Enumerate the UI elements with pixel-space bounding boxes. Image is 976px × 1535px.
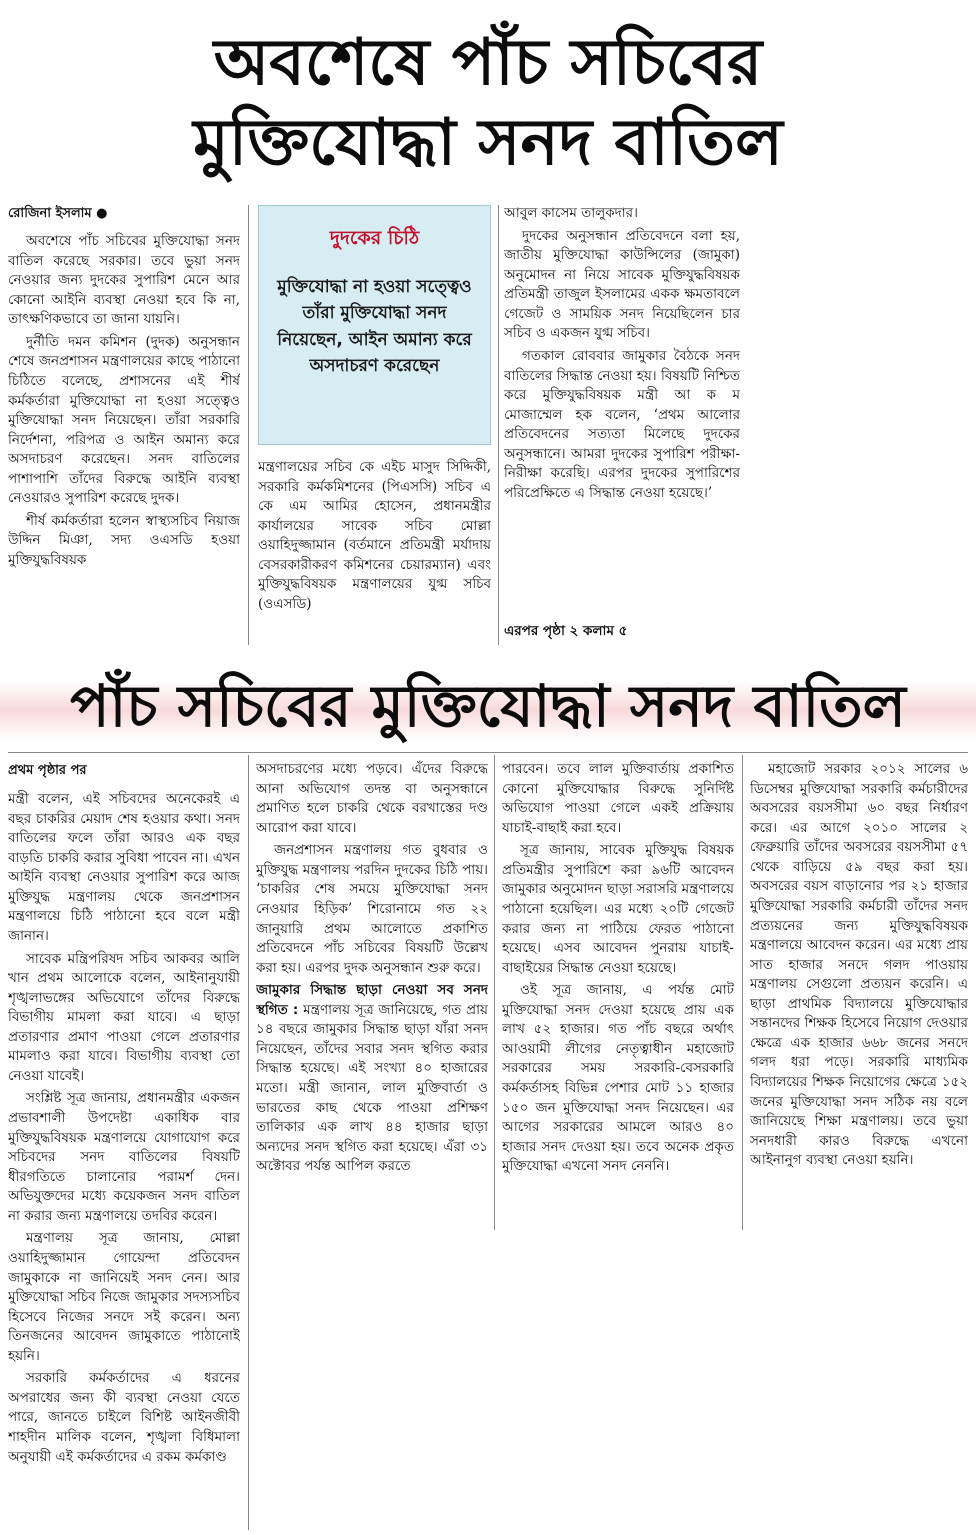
article-top-column-1 <box>8 232 240 642</box>
quote-box-text: মুক্তিযোদ্ধা না হওয়া সত্ত্বেও তাঁরা মুক্তিযোদ্ধা সনদ নিয়েছেন, আইন অমান্য করে অসদাচরণ করেছেন <box>277 277 472 377</box>
paragraph: মহাজোট সরকার ২০১২ সালের ৬ ডিসেম্বর মুক্তিযোদ্ধা সরকারি কর্মচারীদের অবসরের বয়সসীমা ৬০ বছর নির্ধারণ করে। এর আগে ২০১০ সালের ২ ফেব্রুয়ারি তাঁদের অবসরের বয়সসীমা ৫৭ থেকে বাড়িয়ে ৫৯ বছর করা হয়। অবসরের বয়স বাড়ানোর পর ২১ হাজার মুক্তিযোদ্ধা সরকারি কর্মচারী তাঁদের সনদ প্রত্যয়নের জন্য মুক্তিযুদ্ধবিষয়ক মন্ত্রণালয়ে আবেদন করেন। এর মধ্যে প্রায় সাত হাজার সনদে গলদ পাওয়ায় মন্ত্রণালয় সেগুলো প্রত্যয়ন করেনি। এ ছাড়া প্রাথমিক বিদ্যালয়ে মুক্তিযোদ্ধার সন্তানদের শিক্ষক হিসেবে নিয়োগ দেওয়ার ক্ষেত্রে এক হাজার ৬৬৮ জনের সনদে গলদ ধরা পড়ে। সরকারি মাধ্যমিক বিদ্যালয়ের শিক্ষক নিয়োগের ক্ষেত্রে ১৫২ জনের মুক্তিযোদ্ধা সনদ সঠিক নয় বলে জানিয়েছে শিক্ষা মন্ত্রণালয়। তবে ভুয়া সনদধারী কারও বিরুদ্ধে এখনো আইনানুগ ব্যবস্থা নেওয়া হয়নি। <box>750 761 968 1169</box>
article-bottom-column-3 <box>502 760 734 1230</box>
paragraph: দুদকের অনুসন্ধান প্রতিবেদনে বলা হয়, জাতীয় মুক্তিযোদ্ধা কাউন্সিলের (জামুকা) অনুমোদন না নিয়ে সাবেক মুক্তিযুদ্ধবিষয়ক প্রতিমন্ত্রী তাজুল ইসলামের একক ক্ষমতাবলে গেজেট ও সাময়িক সনদ নিয়েছিলেন চার সচিব ও একজন যুগ্ম সচিব। <box>504 227 740 342</box>
article-top-column-2 <box>258 458 491 642</box>
paragraph: অবশেষে পাঁচ সচিবের মুক্তিযোদ্ধা সনদ বাতিল করেছে সরকার। তবে ভুয়া সনদ নেওয়ার জন্য দুদকের সুপারিশ মেনে আর কোনো আইনি ব্যবস্থা নেওয়া হবে কি না, তাৎক্ষণিকভাবে তা জানা যায়নি। <box>8 233 240 328</box>
headline-bottom: পাঁচ সচিবের মুক্তিযোদ্ধা সনদ বাতিল <box>70 672 906 740</box>
paragraph: মন্ত্রণালয় সূত্র জানিয়েছে, গত প্রায় ১৪ বছরে জামুকার সিদ্ধান্ত ছাড়া যাঁরা সনদ নিয়েছেন, তাঁদের সবার সনদ স্থগিত করার সিদ্ধান্ত হয়েছে। এই সংখ্যা ৪০ হাজারের মতো। মন্ত্রী জানান, লাল মুক্তিবার্তা ও ভারতের কাছ থেকে পাওয়া প্রশিক্ষণ তালিকার এক লাখ ৪৪ হাজার ছাড়া অন্যদের সনদ স্থগিত করা হয়েছে। এঁরা ৩১ অক্টোবর পর্যন্ত আপিল করতে <box>256 1001 488 1175</box>
paragraph: সাবেক মন্ত্রিপরিষদ সচিব আকবর আলি খান প্রথম আলোকে বলেন, আইনানুযায়ী শৃঙ্খলাভঙ্গের অভিযোগে তাঁদের বিরুদ্ধে বিভাগীয় মামলা করা যাবে। এ ছাড়া প্রতারণার প্রমাণ পাওয়া গেলে প্রতারণার মামলাও করা যাবে। বিভাগীয় ব্যবস্থা তো নেওয়া যাবেই। <box>8 950 240 1084</box>
column-rule <box>498 205 499 645</box>
paragraph: জনপ্রশাসন মন্ত্রণালয় গত বুধবার ও মুক্তিযুদ্ধ মন্ত্রণালয় পরদিন দুদকের চিঠি পায়। ‘চাকরির শেষ সময়ে মুক্তিযোদ্ধা সনদ নেওয়ার হিড়িক’ শিরোনামে গত ২২ জানুয়ারি প্রথম আলোতে প্রকাশিত প্রতিবেদনে পাঁচ সচিবের বিষয়টি উল্লেখ করা হয়। এরপর দুদক অনুসন্ধান শুরু করে। <box>256 842 488 976</box>
paragraph: মন্ত্রী বলেন, এই সচিবদের অনেকেরই এ বছর চাকরির মেয়াদ শেষ হওয়ার কথা। সনদ বাতিলের ফলে তাঁরা আরও এক বছর বাড়তি চাকরি করার সুবিধা পাবেন না। এখন আইনি ব্যবস্থা নেওয়ার সুপারিশ করে আজ মুক্তিযুদ্ধ মন্ত্রণালয় থেকে জনপ্রশাসন মন্ত্রণালয়ে চিঠি পাঠানো হবে বলে মন্ত্রী জানান। <box>8 791 240 944</box>
section-rule <box>8 752 968 753</box>
paragraph: সরকারি কর্মকর্তাদের এ ধরনের অপরাধের জন্য কী ব্যবস্থা নেওয়া যেতে পারে, জানতে চাইলে বিশিষ্ট আইনজীবী শাহদীন মালিক বলেন, শৃঙ্খলা বিধিমালা অনুযায়ী এই কর্মকর্তাদের এ রকম কর্মকাণ্ড <box>8 1370 240 1465</box>
paragraph: অসদাচরণের মধ্যে পড়বে। এঁদের বিরুদ্ধে আনা অভিযোগ তদন্ত বা অনুসন্ধানে প্রমাণিত হলে চাকরি থেকে বরখাস্তের দণ্ড আরোপ করা যাবে। <box>256 761 488 836</box>
article-bottom-column-4 <box>750 760 968 1230</box>
continuation-jump: এরপর পৃষ্ঠা ২ কলাম ৫ <box>504 623 628 639</box>
byline: রোজিনা ইসলাম ● <box>8 206 108 221</box>
continued-from-label: প্রথম পৃষ্ঠার পর <box>8 763 87 778</box>
paragraph: সংশ্লিষ্ট সূত্র জানায়, প্রধানমন্ত্রীর একজন প্রভাবশালী উপদেষ্টা একাধিক বার মুক্তিযুদ্ধবিষয়ক মন্ত্রণালয়ে যোগাযোগ করে সচিবদের সনদ বাতিলের বিষয়টি ধীরগতিতে চালানোর পরামর্শ দেন। অভিযুক্তদের মধ্যে কয়েকজন সনদ বাতিল না করার জন্য মন্ত্রণালয়ে তদবির করেন। <box>8 1090 240 1224</box>
quote-box-title: দুদকের চিঠি <box>329 227 420 249</box>
paragraph: সূত্র জানায়, সাবেক মুক্তিযুদ্ধ বিষয়ক প্রতিমন্ত্রীর সুপারিশে করা ৯৬টি আবেদন জামুকার অনুমোদন ছাড়া সরাসরি মন্ত্রণালয়ে পাঠানো হয়েছিল। এর মধ্যে ২০টি গেজেট করার জন্য না পাঠিয়ে ফেরত পাঠানো হয়েছে। এসব আবেদন পুনরায় যাচাই-বাছাইয়ের সিদ্ধান্ত নেওয়া হয়েছে। <box>502 842 734 976</box>
article-bottom-column-1 <box>8 790 240 1525</box>
paragraph: শীর্ষ কর্মকর্তারা হলেন স্বাস্থ্যসচিব নিয়াজ উদ্দিন মিঞা, সদ্য ওএসডি হওয়া মুক্তিযুদ্ধবিষয়ক <box>8 512 240 568</box>
paragraph: পারবেন। তবে লাল মুক্তিবার্তায় প্রকাশিত কোনো মুক্তিযোদ্ধার বিরুদ্ধে সুনির্দিষ্ট অভিযোগ পাওয়া গেলে একই প্রক্রিয়ায় যাচাই-বাছাই করা হবে। <box>502 761 734 836</box>
article-bottom-column-2 <box>256 760 488 1230</box>
headline-top-line1: অবশেষে পাঁচ সচিবের <box>213 26 763 100</box>
paragraph: গতকাল রোববার জামুকার বৈঠকে সনদ বাতিলের সিদ্ধান্ত নেওয়া হয়। বিষয়টি নিশ্চিত করে মুক্তিযুদ্ধবিষয়ক মন্ত্রী আ ক ম মোজাম্মেল হক বলেন, ‘প্রথম আলোর প্রতিবেদনের সত্যতা মিলেছে দুদকের অনুসন্ধানে। আমরা দুদকের সুপারিশ পরীক্ষা-নিরীক্ষা করেছি। এরপর দুদকের সুপারিশের পরিপ্রেক্ষিতে এ সিদ্ধান্ত নেওয়া হয়েছে।’ <box>504 347 740 501</box>
article-top-column-3 <box>504 204 740 614</box>
paragraph: আবুল কাসেম তালুকদার। <box>504 205 638 221</box>
paragraph: ওই সূত্র জানায়, এ পর্যন্ত মোট মুক্তিযোদ্ধা সনদ দেওয়া হয়েছে প্রায় এক লাখ ৫২ হাজার। গত পাঁচ বছরে অর্থাৎ আওয়ামী লীগের নেতৃত্বাধীন মহাজোট সরকারের সময় সরকারি-বেসরকারি কর্মকর্তাসহ বিভিন্ন পেশার মোট ১১ হাজার ১৫০ জন মুক্তিযোদ্ধা সনদ নিয়েছেন। এর আগের সরকারের আমলে আরও ৪০ হাজার সনদ দেওয়া হয়। তবে অনেক প্রকৃত মুক্তিযোদ্ধা এখনো সনদ নেননি। <box>502 982 734 1175</box>
subhead: জামুকার সিদ্ধান্ত ছাড়া নেওয়া সব সনদ স্থগিত : <box>256 982 488 1018</box>
paragraph: দুর্নীতি দমন কমিশন (দুদক) অনুসন্ধান শেষে জনপ্রশাসন মন্ত্রণালয়ের কাছে পাঠানো চিঠিতে বলেছে, প্রশাসনের এই শীর্ষ কর্মকর্তারা মুক্তিযোদ্ধা না হওয়া সত্ত্বেও মুক্তিযোদ্ধা সনদ নিয়েছেন। তাঁরা সরকারি নির্দেশনা, পরিপত্র ও আইন অমান্য করে অসদাচরণ করেছেন। সনদ বাতিলের পাশাপাশি তাঁদের বিরুদ্ধে আইনি ব্যবস্থা নেওয়ারও সুপারিশ করেছে দুদক। <box>8 333 240 507</box>
column-rule <box>742 755 743 1230</box>
paragraph: মন্ত্রণালয় সূত্র জানায়, মোল্লা ওয়াহিদুজ্জামান গোয়েন্দা প্রতিবেদন জামুকাকে না জানিয়েই সনদ নেন। আর মুক্তিযোদ্ধা সচিব নিজে জামুকার সদস্যসচিব হিসেবে নিজের সনদে সই করেন। অন্য তিনজনের আবেদন জামুকাতে পাঠানোই হয়নি। <box>8 1230 240 1364</box>
column-rule <box>248 205 249 645</box>
column-rule <box>494 755 495 1230</box>
paragraph: মন্ত্রণালয়ের সচিব কে এইচ মাসুদ সিদ্দিকী, সরকারি কর্মকমিশনের (পিএসসি) সচিব এ কে এম আমির হোসেন, প্রধানমন্ত্রীর কার্যালয়ের সাবেক সচিব মোল্লা ওয়াহিদুজ্জামান (বর্তমানে প্রতিমন্ত্রী মর্যাদায় বেসরকারীকরণ কমিশনের চেয়ারম্যান) এবং মুক্তিযুদ্ধবিষয়ক মন্ত্রণালয়ের যুগ্ম সচিব (ওএসডি) <box>258 459 491 612</box>
headline-top-line2: মুক্তিযোদ্ধা সনদ বাতিল <box>193 106 783 180</box>
column-rule <box>248 755 249 1530</box>
quote-box <box>258 205 491 445</box>
